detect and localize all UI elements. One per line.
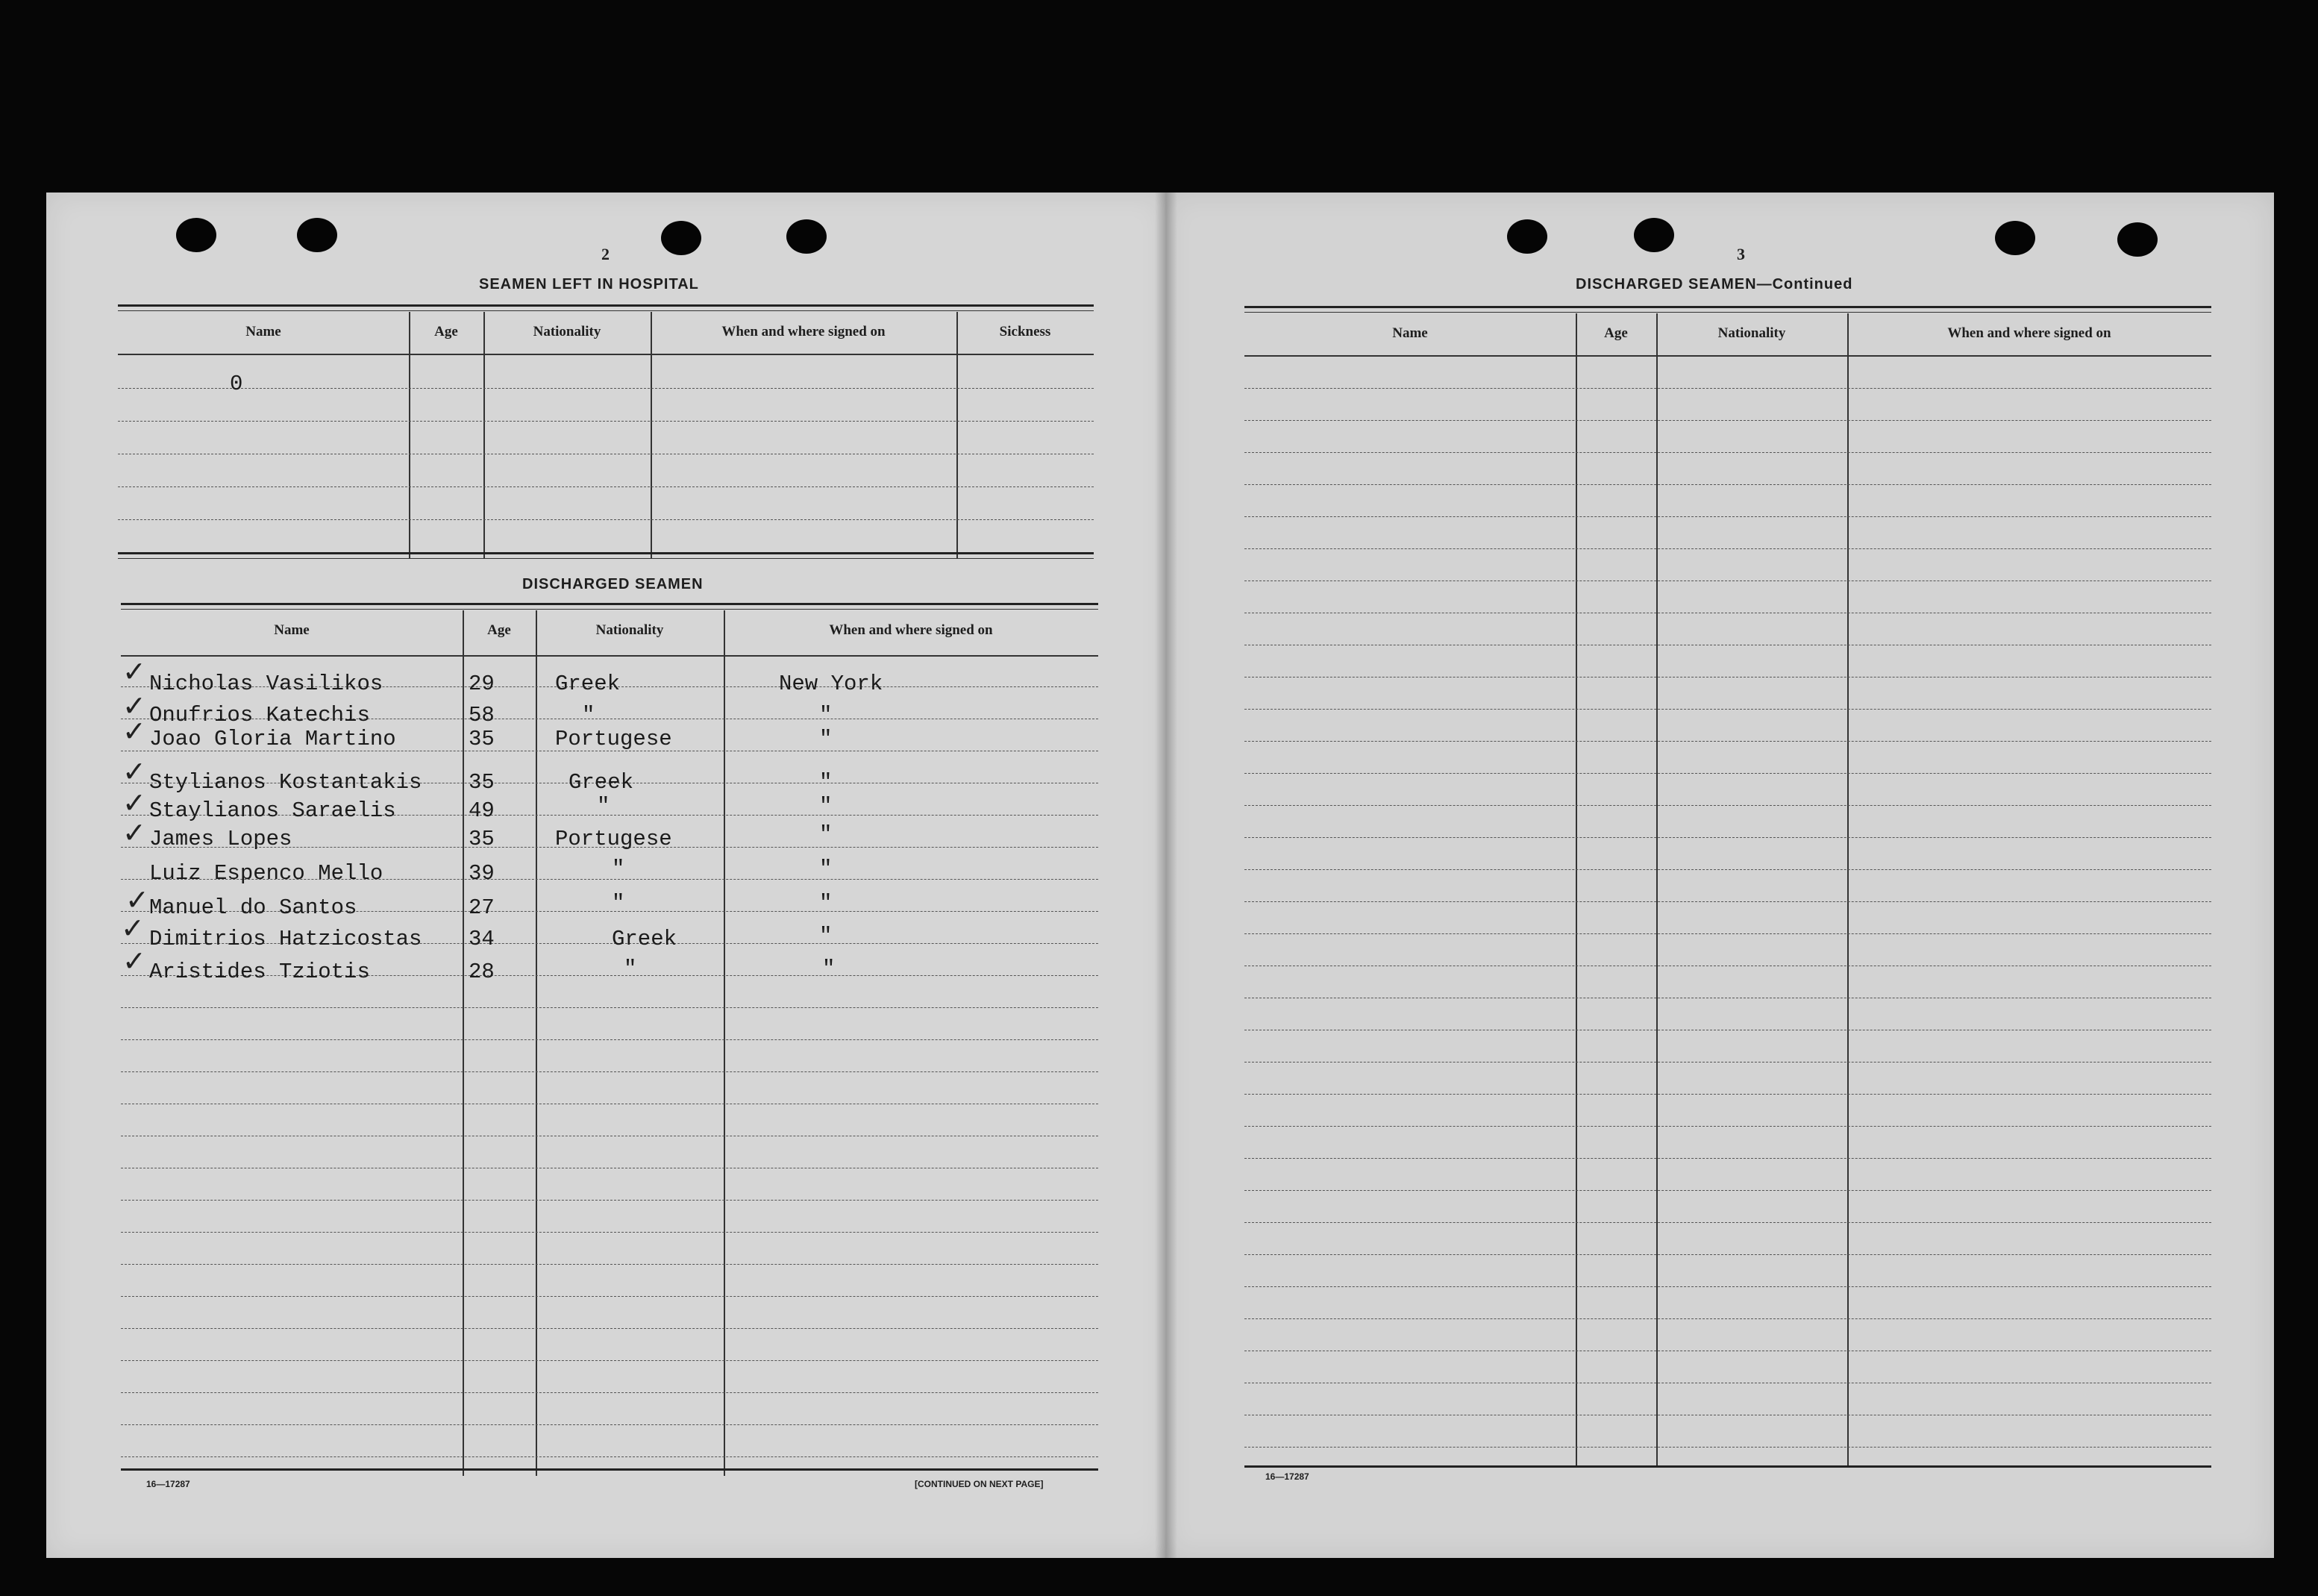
ruled-line bbox=[1244, 1286, 2211, 1287]
hospital-col-signed-on: When and where signed on bbox=[721, 324, 886, 339]
punch-hole bbox=[661, 221, 701, 255]
ruled-line bbox=[1244, 420, 2211, 421]
check-mark: ✓ bbox=[122, 816, 146, 849]
seaman-signed-on: " bbox=[819, 794, 833, 819]
ruled-line bbox=[1244, 1062, 2211, 1063]
seaman-age: 28 bbox=[469, 960, 495, 984]
ruled-line bbox=[1244, 452, 2211, 453]
ruled-line bbox=[1244, 1222, 2211, 1223]
ruled-line bbox=[1244, 773, 2211, 774]
ruled-line bbox=[1244, 1094, 2211, 1095]
ruled-line bbox=[121, 1071, 1098, 1072]
seaman-signed-on: " bbox=[819, 727, 833, 751]
seaman-nationality: " bbox=[612, 891, 625, 916]
seaman-nationality: " bbox=[597, 794, 610, 819]
ruled-line bbox=[121, 1392, 1098, 1393]
ruled-line bbox=[121, 1360, 1098, 1361]
seaman-age: 34 bbox=[469, 927, 495, 951]
ruled-line bbox=[121, 1039, 1098, 1040]
hospital-col-nationality: Nationality bbox=[533, 324, 601, 339]
seaman-age: 29 bbox=[469, 672, 495, 696]
ruled-line bbox=[121, 1007, 1098, 1008]
seaman-signed-on: " bbox=[819, 770, 833, 795]
seaman-name: Dimitrios Hatzicostas bbox=[149, 927, 422, 951]
check-mark: ✓ bbox=[122, 945, 146, 977]
ruled-line bbox=[1244, 1158, 2211, 1159]
check-mark: ✓ bbox=[125, 883, 149, 916]
hospital-col-name: Name bbox=[245, 324, 281, 339]
continued-col-signed-on: When and where signed on bbox=[1947, 325, 2111, 341]
ruled-line bbox=[1244, 869, 2211, 870]
discharged-col-name: Name bbox=[274, 622, 310, 638]
continued-col-nationality: Nationality bbox=[1717, 325, 1786, 341]
ruled-line bbox=[1244, 1254, 2211, 1255]
seaman-name: James Lopes bbox=[149, 827, 292, 851]
ruled-line bbox=[1244, 1447, 2211, 1448]
seaman-name: Aristides Tziotis bbox=[149, 960, 370, 984]
seaman-age: 39 bbox=[469, 861, 495, 886]
seaman-signed-on: New York bbox=[779, 672, 883, 696]
page-number-left: 2 bbox=[601, 245, 610, 263]
punch-hole bbox=[1995, 221, 2035, 255]
seaman-name: Stylianos Kostantakis bbox=[149, 770, 422, 795]
ruled-line bbox=[1244, 388, 2211, 389]
seaman-nationality: " bbox=[612, 857, 625, 881]
punch-hole bbox=[297, 218, 337, 252]
punch-hole bbox=[2117, 222, 2158, 257]
check-mark: ✓ bbox=[122, 655, 146, 688]
ruled-line bbox=[1244, 516, 2211, 517]
seaman-nationality: Greek bbox=[612, 927, 677, 951]
check-mark: ✓ bbox=[122, 786, 146, 819]
ruled-line bbox=[1244, 1190, 2211, 1191]
continued-note: [CONTINUED ON NEXT PAGE] bbox=[915, 1479, 1044, 1489]
check-mark: ✓ bbox=[122, 689, 146, 722]
continued-col-age: Age bbox=[1604, 325, 1628, 341]
form-number-right: 16—17287 bbox=[1265, 1471, 1309, 1482]
ruled-line bbox=[1244, 709, 2211, 710]
seaman-signed-on: " bbox=[819, 924, 833, 948]
seaman-age: 35 bbox=[469, 827, 495, 851]
ruled-line bbox=[1244, 837, 2211, 838]
punch-hole bbox=[1507, 219, 1547, 254]
seaman-name: Manuel do Santos bbox=[149, 895, 357, 920]
seaman-age: 49 bbox=[469, 798, 495, 823]
seaman-signed-on: " bbox=[819, 857, 833, 881]
ruled-line bbox=[1244, 933, 2211, 934]
page-gutter bbox=[1155, 193, 1177, 1558]
check-mark: ✓ bbox=[122, 715, 146, 748]
check-mark: ✓ bbox=[121, 912, 145, 945]
seaman-age: 58 bbox=[469, 703, 495, 727]
seaman-name: Onufrios Katechis bbox=[149, 703, 370, 727]
punch-hole bbox=[1634, 218, 1674, 252]
hospital-col-sickness: Sickness bbox=[999, 324, 1051, 339]
ruled-line bbox=[1244, 805, 2211, 806]
seaman-nationality: Greek bbox=[555, 672, 621, 696]
ruled-line bbox=[121, 1456, 1098, 1457]
ruled-line bbox=[1244, 580, 2211, 581]
seaman-age: 35 bbox=[469, 770, 495, 795]
page-number-right: 3 bbox=[1737, 245, 1745, 263]
ruled-line bbox=[121, 1232, 1098, 1233]
seaman-age: 27 bbox=[469, 895, 495, 920]
discharged-col-nationality: Nationality bbox=[595, 622, 664, 638]
hospital-col-age: Age bbox=[434, 324, 458, 339]
hospital-section-title: SEAMEN LEFT IN HOSPITAL bbox=[479, 276, 699, 292]
seaman-name: Staylianos Saraelis bbox=[149, 798, 396, 823]
ruled-line bbox=[121, 1264, 1098, 1265]
ruled-line bbox=[121, 1328, 1098, 1329]
seaman-nationality: Portugese bbox=[555, 727, 672, 751]
discharged-continued-title: DISCHARGED SEAMEN—Continued bbox=[1576, 276, 1853, 292]
seaman-signed-on: " bbox=[819, 891, 833, 916]
ruled-line bbox=[121, 1296, 1098, 1297]
seaman-signed-on: " bbox=[819, 703, 833, 727]
hospital-entry: 0 bbox=[230, 372, 243, 396]
seaman-nationality: " bbox=[582, 703, 595, 727]
seaman-signed-on: " bbox=[822, 957, 836, 981]
discharged-continued-table bbox=[1244, 306, 2211, 1470]
ruled-line bbox=[1244, 484, 2211, 485]
ruled-line bbox=[1244, 1318, 2211, 1319]
discharged-col-signed-on: When and where signed on bbox=[829, 622, 993, 638]
check-mark: ✓ bbox=[122, 755, 146, 788]
seaman-nationality: " bbox=[624, 957, 637, 981]
ruled-line bbox=[1244, 548, 2211, 549]
ruled-line bbox=[121, 1424, 1098, 1425]
seaman-nationality: Greek bbox=[568, 770, 634, 795]
seaman-nationality: Portugese bbox=[555, 827, 672, 851]
punch-hole bbox=[176, 218, 216, 252]
seaman-signed-on: " bbox=[819, 822, 833, 847]
ruled-line bbox=[1244, 901, 2211, 902]
punch-hole bbox=[786, 219, 827, 254]
seaman-age: 35 bbox=[469, 727, 495, 751]
seaman-name: Joao Gloria Martino bbox=[149, 727, 396, 751]
form-number-left: 16—17287 bbox=[146, 1479, 190, 1489]
discharged-col-age: Age bbox=[487, 622, 511, 638]
hospital-table bbox=[118, 304, 1094, 562]
ruled-line bbox=[1244, 1126, 2211, 1127]
discharged-section-title: DISCHARGED SEAMEN bbox=[522, 576, 704, 592]
continued-col-name: Name bbox=[1392, 325, 1428, 341]
seaman-name: Luiz Espenco Mello bbox=[149, 861, 383, 886]
ruled-line bbox=[121, 1200, 1098, 1201]
seaman-name: Nicholas Vasilikos bbox=[149, 672, 383, 696]
ruled-line bbox=[1244, 741, 2211, 742]
